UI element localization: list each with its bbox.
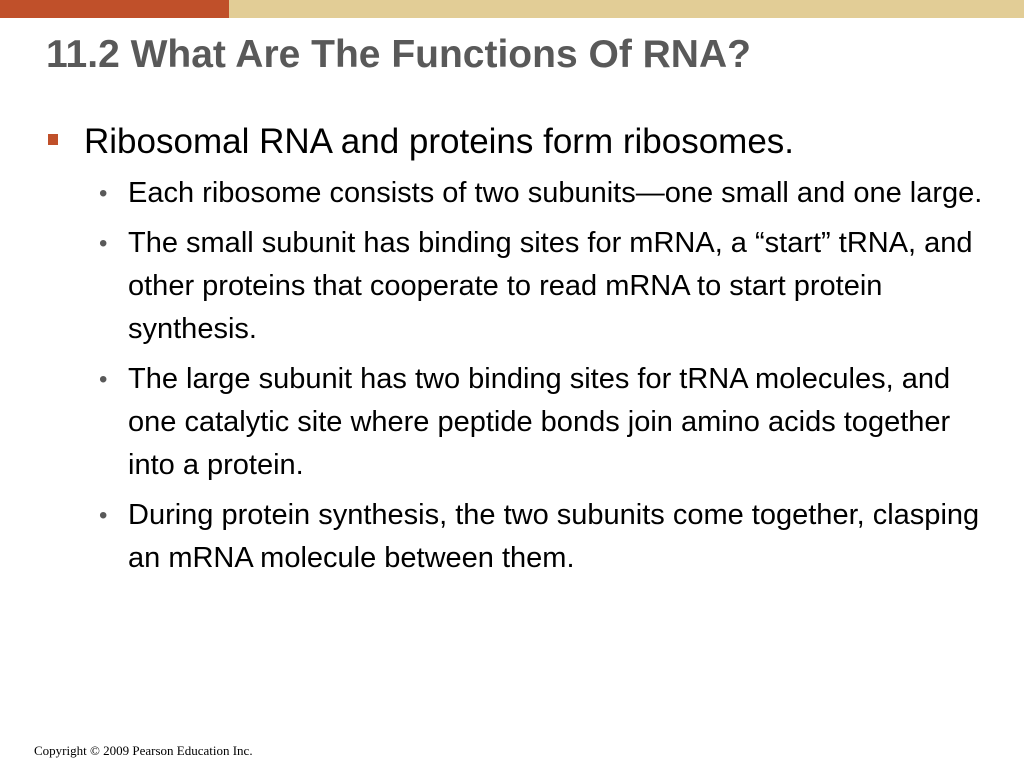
sub-bullet-item [48, 358, 988, 487]
header-band [229, 0, 1024, 18]
dot-bullet-icon: • [99, 180, 108, 207]
main-bullet-point [48, 118, 988, 166]
sub-bullet-item [48, 222, 988, 351]
sub-bullet-item [48, 172, 988, 215]
header-accent-bar [0, 0, 229, 18]
slide-content [48, 118, 988, 587]
sub-bullet-item [48, 494, 988, 580]
sub-bullet-text: Each ribosome consists of two subunits—one small and one large. [128, 177, 983, 209]
dot-bullet-icon: • [99, 230, 108, 257]
sub-bullet-text: During protein synthesis, the two subunits come together, clasping an mRNA molecule between them. [128, 499, 980, 574]
square-bullet-icon [48, 134, 58, 145]
dot-bullet-icon: • [99, 366, 108, 393]
dot-bullet-icon: • [99, 502, 108, 529]
main-bullet-text: Ribosomal RNA and proteins form ribosomes. [84, 122, 795, 161]
slide-title: 11.2 What Are The Functions Of RNA? [46, 33, 751, 76]
sub-bullet-text: The small subunit has binding sites for mRNA, a “start” tRNA, and other proteins that cooperate to read mRNA to start protein synthesis. [128, 227, 973, 345]
sub-bullet-text: The large subunit has two binding sites for tRNA molecules, and one catalytic site where peptide bonds join amino acids together into a protein. [128, 363, 951, 481]
sub-bullet-list [48, 172, 988, 580]
copyright-footer: Copyright © 2009 Pearson Education Inc. [34, 743, 253, 758]
